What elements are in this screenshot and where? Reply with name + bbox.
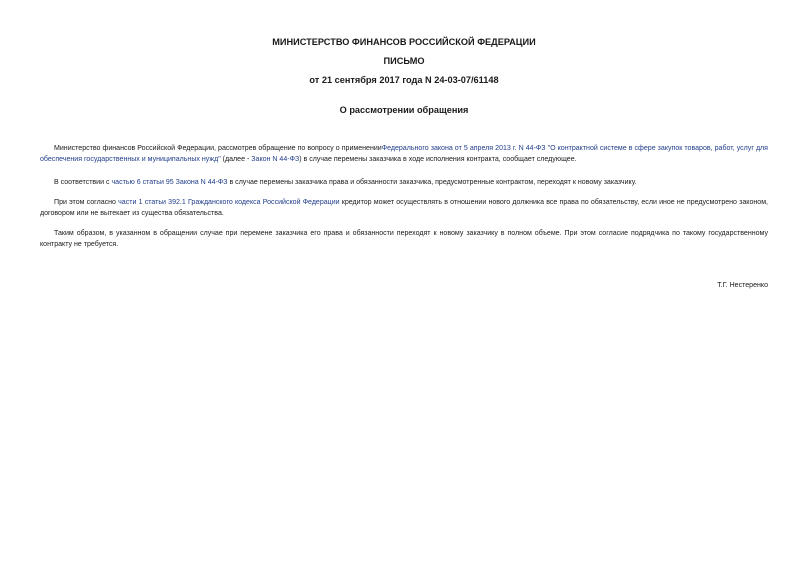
law-44fz-short-link[interactable]: Закон N 44-ФЗ [251,156,300,163]
paragraph-4 [40,228,768,250]
paragraph-4-text-1: Таким образом, в указанном в обращении случае при перемене заказчика его права и обязанности переходят к новому заказчику в полном объеме. При этом согласие подрядчика по такому государственному контракту не требуется. [40,230,768,248]
paragraph-3 [40,197,768,219]
paragraph-2 [40,177,768,188]
civil-code-article-392-1-link[interactable]: части 1 статьи 392.1 Гражданского кодекса Российской Федерации [118,199,340,206]
article-95-part-6-link[interactable]: частью 6 статьи 95 Закона N 44-ФЗ [111,179,228,186]
paragraph-3-text-1: При этом согласно [54,199,119,206]
paragraph-1 [40,143,768,165]
paragraph-2-text-1: В соответствии с [54,179,112,186]
document-type: ПИСЬМО [383,56,425,66]
paragraph-1-text-2: (далее - [220,156,252,163]
paragraph-2-text-2: в случае перемены заказчика права и обязанности заказчика, предусмотренные контрактом, переходят к новому заказчику. [227,179,637,186]
paragraph-1-text-1: Министерство финансов Российской Федерации, рассмотрев обращение по вопросу о применении [54,145,382,152]
document-subject: О рассмотрении обращения [339,105,469,115]
document-page [40,0,768,571]
federal-law-44fz-link[interactable]: Федерального закона от 5 апреля 2013 г. N 44-ФЗ "О контрактной системе в сфере закупок товаров, работ, услуг для обеспечения государственных и муниципальных нужд" [40,145,768,163]
signature: Т.Г. Нестеренко [717,282,768,289]
ministry-heading: МИНИСТЕРСТВО ФИНАНСОВ РОССИЙСКОЙ ФЕДЕРАЦИИ [272,37,536,47]
paragraph-3-text-2: кредитор может осуществлять в отношении нового должника все права по обязательству, если иное не предусмотрено законом, договором или не вытекает из существа обязательства. [40,199,769,217]
paragraph-1-text-3: ) в случае перемены заказчика в ходе исполнения контракта, сообщает следующее. [299,156,577,163]
document-date-number: от 21 сентября 2017 года N 24-03-07/61148 [309,75,499,85]
